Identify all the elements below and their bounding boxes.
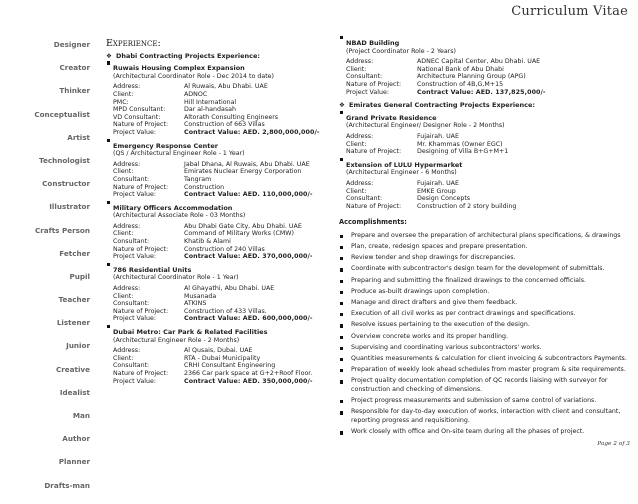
square-bullet-icon — [340, 400, 343, 403]
project-detail-row — [106, 184, 324, 192]
detail-label: Client: — [346, 65, 367, 73]
square-bullet-icon — [106, 205, 113, 210]
project-detail-row — [106, 168, 324, 176]
sidebar-keyword: Teacher — [58, 295, 90, 305]
sidebar-keyword: Junior — [66, 341, 90, 351]
detail-label: Project Value: — [113, 191, 156, 199]
project-title — [339, 115, 633, 123]
square-bullet-icon — [340, 369, 343, 372]
diamond-bullet-icon: ❖ — [106, 51, 112, 60]
sidebar-keyword: Designer — [53, 40, 90, 49]
square-bullet-icon — [340, 268, 343, 271]
accomplishment-text: Execution of all civil works as per contract drawings and specifications. — [351, 310, 576, 318]
project-role: (QS / Architectural Engineer Role - 1 Year) — [113, 150, 245, 158]
square-bullet-icon — [339, 162, 346, 167]
detail-value: Tangram — [184, 175, 212, 183]
accomplishment-text: Preparation of weekly look ahead schedules from master program & site requirements. — [351, 366, 626, 374]
project-role: (Project Coordinator Role - 2 Years) — [346, 47, 457, 55]
accomplishment-text: Review tender and shop drawings for discrepancies. — [351, 254, 516, 262]
keyword-sidebar — [0, 40, 92, 504]
project-detail-row — [106, 161, 324, 169]
square-bullet-icon — [340, 336, 343, 339]
square-bullet-icon — [340, 257, 343, 260]
diamond-bullet-icon: ❖ — [339, 101, 345, 110]
detail-value: Construction — [184, 183, 225, 191]
detail-label: Client: — [346, 187, 367, 195]
detail-label: Consultant: — [113, 300, 150, 308]
project-detail-row — [339, 66, 633, 74]
detail-value: Emirates Nuclear Energy Corporation — [184, 168, 302, 176]
accomplishment-item — [339, 355, 633, 364]
detail-label: Consultant: — [346, 195, 383, 203]
project-title — [106, 143, 324, 151]
sidebar-keyword: Man — [72, 411, 90, 420]
accomplishments-heading: Accomplishments: — [339, 218, 407, 227]
detail-label: Project Value: — [113, 128, 156, 136]
project-detail-row — [106, 253, 324, 261]
project-name: Extension of LULU Hypermarket — [346, 160, 463, 169]
accomplishment-text: Coordinate with subcontractor's design team for the development of submittals. — [351, 265, 605, 273]
detail-label: Consultant: — [113, 175, 150, 183]
detail-value: Altorath Consulting Engineers — [184, 113, 279, 121]
detail-label: Address: — [113, 285, 141, 293]
project-name: Ruwais Housing Complex Expansion — [113, 64, 245, 73]
detail-label: VD Consultant: — [113, 113, 161, 121]
detail-value: RTA - Dubai Municipality — [184, 354, 261, 362]
accomplishment-text: Prepare and oversee the preparation of architectural plans specifications, & drawings — [351, 231, 621, 239]
project-detail-row — [106, 300, 324, 308]
accomplishment-text: Project progress measurements and submission of same control of variations. — [351, 397, 597, 405]
detail-value: National Bank of Abu Dhabi — [417, 65, 504, 73]
detail-value: CRHI Consultant Engineering — [184, 362, 276, 370]
detail-value: Contract Value: AED. 137,825,000/- — [417, 88, 546, 96]
detail-label: Address: — [346, 58, 374, 66]
detail-label: Nature of Project: — [346, 80, 402, 88]
accomplishment-item — [339, 243, 633, 252]
sidebar-keyword: Artist — [67, 132, 90, 142]
project-role: (Architectural Engineer/ Designer Role - 2 Months) — [346, 122, 505, 130]
square-bullet-icon — [340, 324, 343, 327]
project-detail-row — [106, 176, 324, 184]
accomplishment-item — [339, 333, 633, 342]
detail-value: Construction of 2 story building — [417, 202, 517, 210]
square-bullet-icon — [340, 347, 343, 350]
accomplishment-item — [339, 265, 633, 274]
accomplishment-text: Responsible for day-to-day execution of works, interaction with client and consultant, reporting progress and requisitioning. — [351, 408, 621, 425]
detail-value: Architecture Planning Group (APG) — [417, 73, 526, 81]
accomplishment-item — [339, 408, 633, 426]
project-title — [106, 205, 324, 213]
project-title — [106, 329, 324, 337]
detail-value: Al Ghayathi, Abu Dhabi. UAE — [184, 285, 275, 293]
detail-label: Client: — [113, 230, 134, 238]
project-role: (Architectural Associate Role - 03 Months) — [113, 212, 246, 220]
project-detail-row — [339, 133, 633, 141]
project-detail-row — [339, 89, 633, 97]
detail-label: Nature of Project: — [346, 202, 402, 210]
project-detail-row — [339, 203, 633, 211]
detail-label: Consultant: — [113, 362, 150, 370]
square-bullet-icon — [106, 267, 113, 272]
experience-heading: Experience: — [106, 38, 161, 49]
detail-label: Nature of Project: — [113, 369, 169, 377]
project-detail-row — [339, 81, 633, 89]
project-entry — [106, 65, 324, 136]
project-detail-row — [106, 370, 324, 378]
project-detail-row — [339, 188, 633, 196]
accomplishment-item — [339, 321, 633, 330]
detail-value: Construction of 240 Villas — [184, 245, 265, 253]
project-detail-row — [106, 246, 324, 254]
project-detail-row — [106, 347, 324, 355]
project-detail-row — [106, 315, 324, 323]
project-detail-row — [106, 223, 324, 231]
accomplishment-text: Work closely with office and On-site team during all the phases of project. — [351, 428, 585, 436]
detail-label: Client: — [113, 90, 134, 98]
square-bullet-icon — [340, 280, 343, 283]
accomplishment-text: Overview concrete works and its proper handling. — [351, 332, 509, 340]
detail-label: Address: — [113, 83, 141, 91]
sidebar-keyword: Planner — [58, 457, 90, 467]
square-bullet-icon — [106, 65, 113, 70]
accomplishment-text: Supervising and coordinating various subcontractors' works. — [351, 343, 542, 351]
detail-label: Project Value: — [113, 253, 156, 261]
square-bullet-icon — [340, 291, 343, 294]
detail-value: Dar al-handasah — [184, 106, 237, 114]
project-detail-row — [106, 230, 324, 238]
sidebar-keyword: Creator — [59, 63, 90, 73]
sidebar-keyword: Pupil — [69, 271, 90, 281]
project-detail-row — [106, 238, 324, 246]
detail-label: Client: — [113, 168, 134, 176]
project-role: (Architectural Engineer Role - 2 Months) — [113, 336, 240, 344]
detail-value: Al Ruwais, Abu Dhabi. UAE — [184, 83, 268, 91]
project-title — [339, 162, 633, 170]
project-name: Emergency Response Center — [113, 141, 218, 150]
detail-value: Design Concepts — [417, 195, 471, 203]
project-detail-row — [106, 285, 324, 293]
accomplishment-item — [339, 377, 633, 395]
accomplishment-item — [339, 344, 633, 353]
detail-value: Contract Value: AED. 110,000,000/- — [184, 191, 313, 199]
detail-value: EMKE Group — [417, 187, 456, 195]
sidebar-keyword: Fetcher — [59, 248, 90, 258]
sidebar-keyword: Drafts-man — [44, 480, 90, 490]
square-bullet-icon — [340, 358, 343, 361]
detail-label: Nature of Project: — [113, 307, 169, 315]
project-detail-row — [106, 91, 324, 99]
detail-value: Khatib & Alami — [184, 238, 231, 246]
project-entry — [106, 205, 324, 261]
project-name: Grand Private Residence — [346, 113, 437, 122]
project-entry — [106, 329, 324, 385]
dhabi-section-title: ❖ Dhabi Contracting Projects Experience: — [106, 51, 261, 60]
project-detail-row — [339, 148, 633, 156]
detail-value: Contract Value: AED. 350,000,000/- — [184, 377, 313, 385]
project-detail-row — [339, 141, 633, 149]
project-detail-row — [106, 308, 324, 316]
detail-label: Address: — [113, 347, 141, 355]
square-bullet-icon — [340, 313, 343, 316]
accomplishment-text: Manage and direct drafters and give them feedback. — [351, 299, 518, 306]
project-detail-row — [106, 293, 324, 301]
project-title — [106, 65, 324, 73]
project-detail-row — [106, 121, 324, 129]
detail-value: Command of Military Works (CMW) — [184, 230, 294, 238]
detail-value: ADNEC Capital Center, Abu Dhabi. UAE — [417, 58, 541, 66]
square-bullet-icon — [340, 302, 343, 305]
detail-label: MPD Consultant: — [113, 106, 166, 114]
detail-value: Jabal Dhana, Al Ruwais, Abu Dhabi. UAE — [184, 160, 310, 168]
detail-label: Address: — [113, 222, 141, 230]
accomplishment-item — [339, 288, 633, 297]
accomplishment-item — [339, 232, 633, 241]
detail-value: Construction of 4B,G,M+15 — [417, 80, 504, 88]
project-entry — [339, 40, 633, 96]
accomplishment-item — [339, 299, 633, 308]
accomplishment-text: Produce as-built drawings upon completion. — [351, 287, 490, 295]
detail-label: Project Value: — [113, 315, 156, 323]
project-name: Dubai Metro: Car Park & Related Facilities — [113, 328, 268, 336]
detail-label: Consultant: — [113, 238, 150, 246]
square-bullet-icon — [339, 40, 346, 45]
project-entry — [339, 162, 633, 211]
accomplishment-text: Plan, create, redesign spaces and prepare presentation. — [351, 243, 528, 251]
sidebar-keyword: Creative — [55, 364, 90, 374]
project-title — [106, 267, 324, 275]
detail-value: Musanada — [184, 292, 217, 300]
detail-label: Consultant: — [346, 73, 383, 81]
sidebar-keyword: Illustrator — [49, 202, 90, 212]
project-detail-row — [339, 58, 633, 66]
accomplishment-text: Preparing and submitting the finalized drawings to the concerned officials. — [351, 276, 586, 284]
detail-value: ADNOC — [184, 90, 208, 98]
experience-left-column — [106, 40, 324, 391]
project-entry — [339, 115, 633, 156]
project-entry — [106, 267, 324, 323]
project-detail-row — [106, 99, 324, 107]
accomplishments-list — [339, 232, 633, 437]
project-detail-row — [106, 114, 324, 122]
project-role: (Architectural Engineer - 6 Months) — [346, 169, 457, 177]
detail-label: Client: — [346, 140, 367, 148]
detail-value: Hill International — [184, 98, 237, 106]
square-bullet-icon — [106, 143, 113, 148]
detail-label: Client: — [113, 354, 134, 362]
project-detail-row — [106, 106, 324, 114]
detail-value: Contract Value: AED. 600,000,000/- — [184, 315, 313, 323]
square-bullet-icon — [340, 380, 343, 383]
accomplishment-text: Quantities measurements & calculation for client invoicing & subcontractors Payments. — [351, 354, 627, 362]
document-title: Curriculum Vitae — [511, 4, 628, 19]
project-detail-row — [339, 180, 633, 188]
project-detail-row — [339, 195, 633, 203]
square-bullet-icon — [340, 246, 343, 249]
project-detail-row — [106, 191, 324, 199]
project-detail-row — [106, 83, 324, 91]
sidebar-keyword: Constructor — [42, 179, 90, 189]
detail-value: Construction of 433 Villas. — [184, 307, 267, 315]
accomplishment-item — [339, 397, 633, 406]
detail-value: 2366 Car park space at G+2+Roof Floor. — [184, 369, 313, 377]
accomplishment-text: Resolve issues pertaining to the execution of the design. — [351, 321, 530, 329]
square-bullet-icon — [339, 115, 346, 120]
detail-value: Designing of Villa B+G+M+1 — [417, 148, 509, 156]
detail-label: Nature of Project: — [346, 148, 402, 156]
accomplishment-item — [339, 310, 633, 319]
project-role: (Architectural Coordinator Role - Dec 2014 to date) — [113, 72, 275, 80]
square-bullet-icon — [106, 329, 113, 334]
detail-value: Contract Value: AED. 370,000,000/- — [184, 253, 313, 261]
sidebar-keyword: Conceptualist — [34, 109, 90, 119]
detail-label: Project Value: — [113, 377, 156, 385]
detail-value: Fujairah. UAE — [417, 179, 459, 187]
detail-label: Project Value: — [346, 88, 389, 96]
project-name: 786 Residential Units — [113, 265, 192, 274]
project-title — [339, 40, 633, 48]
detail-label: PMC: — [113, 98, 129, 106]
emirates-section-title: ❖ Emirates General Contracting Projects Experience: — [339, 101, 536, 110]
experience-right-column — [339, 40, 633, 440]
project-detail-row — [339, 73, 633, 81]
detail-value: Al Qusais, Dubai. UAE — [184, 347, 253, 355]
project-detail-row — [106, 129, 324, 137]
detail-value: Mr. Khammas (Owner EGC) — [417, 140, 503, 148]
square-bullet-icon — [340, 411, 343, 414]
detail-label: Address: — [346, 179, 374, 187]
sidebar-keyword: Crafts Person — [34, 225, 90, 235]
detail-label: Address: — [113, 160, 141, 168]
sidebar-keyword: Thinker — [59, 86, 90, 96]
sidebar-keyword: Technologist — [39, 155, 90, 165]
accomplishment-item — [339, 277, 633, 286]
detail-label: Nature of Project: — [113, 121, 169, 129]
accomplishment-text: Project quality documentation completion of QC records liaising with surveyor for construction and checking of dimensions. — [351, 377, 608, 394]
detail-value: ATKINS — [184, 300, 207, 308]
accomplishment-item — [339, 366, 633, 375]
project-role: (Architectural Coordinator Role - 1 Year) — [113, 274, 239, 282]
detail-label: Nature of Project: — [113, 245, 169, 253]
detail-label: Client: — [113, 292, 134, 300]
accomplishment-item — [339, 254, 633, 263]
project-detail-row — [106, 362, 324, 370]
square-bullet-icon — [340, 235, 343, 238]
project-name: Military Officers Accommodation — [113, 203, 233, 212]
detail-value: Contract Value: AED. 2,800,000,000/- — [184, 128, 320, 136]
detail-label: Address: — [346, 132, 374, 140]
project-entry — [106, 143, 324, 199]
detail-label: Nature of Project: — [113, 183, 169, 191]
detail-value: Fujairah. UAE — [417, 132, 459, 140]
project-detail-row — [106, 378, 324, 386]
sidebar-keyword: Idealist — [59, 387, 90, 397]
detail-value: Construction of 663 Villas — [184, 121, 265, 129]
sidebar-keyword: Listener — [56, 318, 90, 328]
square-bullet-icon — [340, 431, 343, 434]
detail-value: Abu Dhabi Gate City, Abu Dhabi. UAE — [184, 222, 302, 230]
page-number: Page 2 of 3 — [597, 441, 630, 447]
sidebar-keyword: Author — [62, 434, 90, 444]
project-name: NBAD Building — [346, 39, 400, 47]
project-detail-row — [106, 355, 324, 363]
accomplishment-item — [339, 428, 633, 437]
